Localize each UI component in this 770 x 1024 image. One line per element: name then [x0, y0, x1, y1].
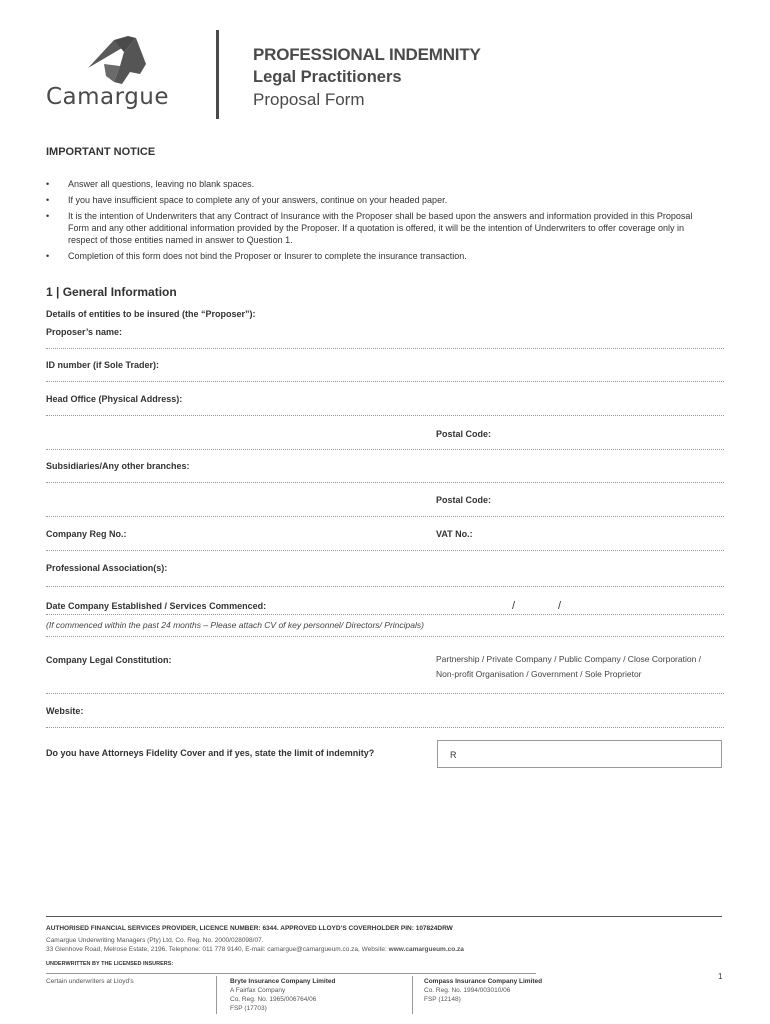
section-heading: 1 | General Information: [46, 285, 177, 299]
insurer-lloyds: Certain underwriters at Lloyd’s: [46, 978, 134, 985]
underwritten-heading: UNDERWRITTEN BY THE LICENSED INSURERS:: [46, 961, 174, 967]
date-established-field[interactable]: [46, 614, 724, 615]
licence-text: AUTHORISED FINANCIAL SERVICES PROVIDER, LICENCE NUMBER: 6344. APPROVED LLOYD’S COVERHOLDER PIN: 107824DRW: [46, 925, 453, 932]
date-separator: /: [558, 600, 562, 612]
company-reg-label: Company Reg No.:: [46, 529, 127, 539]
proposer-name-label: Proposer’s name:: [46, 327, 123, 337]
column-divider: [412, 976, 413, 1014]
date-established-label: Date Company Established / Services Commenced:: [46, 601, 267, 611]
fidelity-limit-input[interactable]: [437, 740, 722, 768]
date-note: (If commenced within the past 24 months – Please attach CV of key personnel/ Directors/ Principals): [46, 620, 424, 630]
head-office-field[interactable]: [46, 415, 724, 416]
head-office-postal-field[interactable]: [46, 449, 724, 450]
subsidiaries-label: Subsidiaries/Any other branches:: [46, 461, 190, 471]
divider: [46, 693, 724, 694]
id-number-field[interactable]: [46, 381, 724, 382]
entities-label: Details of entities to be insured (the “Proposer”):: [46, 309, 256, 319]
constitution-options[interactable]: Partnership / Private Company / Public Company / Close Corporation / Non-profit Organisation / Government / Sole Proprietor: [436, 654, 702, 679]
footer-divider: [46, 916, 722, 917]
postal-code-label: Postal Code:: [436, 429, 492, 439]
proposer-name-field[interactable]: [46, 348, 724, 349]
subsidiaries-postal-field[interactable]: [46, 516, 724, 517]
website-field[interactable]: [46, 727, 724, 728]
form-subtitle: Legal Practitioners: [253, 68, 402, 86]
column-divider: [216, 976, 217, 1014]
legal-constitution-label: Company Legal Constitution:: [46, 655, 172, 665]
prof-assoc-label: Professional Association(s):: [46, 563, 168, 573]
page-number: 1: [718, 972, 723, 981]
subsidiaries-field[interactable]: [46, 482, 724, 483]
company-reg-field[interactable]: [46, 550, 724, 551]
notice-list: [46, 178, 696, 266]
list-item: • It is the intention of Underwriters that any Contract of Insurance with the Proposer shall be based upon the answers and information provided in this Proposal Form and any other additional information provided by the Proposer. If a quotation is offered, it will be the intention of Underwriters to offer coverage only in respect of those entities named in answer to Question 1.: [46, 211, 693, 245]
company-reg-text: Camargue Underwriting Managers (Pty) Ltd. Co. Reg. No. 2000/028098/07.: [46, 937, 264, 944]
insurer-bryte: Bryte Insurance Company Limited A Fairfax Company Co. Reg. No. 1965/006764/06 FSP (17703): [230, 978, 336, 1012]
form-title: PROFESSIONAL INDEMNITY: [253, 45, 481, 64]
id-number-label: ID number (if Sole Trader):: [46, 360, 160, 370]
notice-heading: IMPORTANT NOTICE: [46, 146, 156, 158]
footer-divider: [46, 973, 536, 974]
address-text: 33 Glenhove Road, Melrose Estate, 2196. Telephone: 011 778 9140, E-mail: camargue@camargueum.co.za, Website: www.camargueum.co.za: [46, 946, 464, 953]
date-separator: /: [512, 600, 516, 612]
currency-prefix: R: [450, 750, 457, 760]
form-type: Proposal Form: [253, 90, 365, 109]
website-label: Website:: [46, 706, 84, 716]
vat-label: VAT No.:: [436, 529, 473, 539]
list-item: • Completion of this form does not bind the Proposer or Insurer to complete the insurance transaction.: [46, 251, 467, 261]
insurer-compass: Compass Insurance Company Limited Co. Reg. No. 1994/003010/06 FSP (12148): [424, 978, 543, 1003]
list-item: • If you have insufficient space to complete any of your answers, continue on your headed paper.: [46, 195, 448, 205]
footer-website-link[interactable]: www.camargueum.co.za: [388, 946, 464, 953]
divider: [46, 636, 724, 637]
header-divider: [216, 30, 219, 119]
brand-logo-word: Camargue: [46, 84, 170, 110]
postal-code-label: Postal Code:: [436, 495, 492, 505]
head-office-label: Head Office (Physical Address):: [46, 394, 183, 404]
fidelity-question: Do you have Attorneys Fidelity Cover and if yes, state the limit of indemnity?: [46, 748, 375, 758]
list-item: • Answer all questions, leaving no blank spaces.: [46, 179, 255, 189]
prof-assoc-field[interactable]: [46, 586, 724, 587]
camargue-horse-logo-icon: [84, 34, 150, 84]
